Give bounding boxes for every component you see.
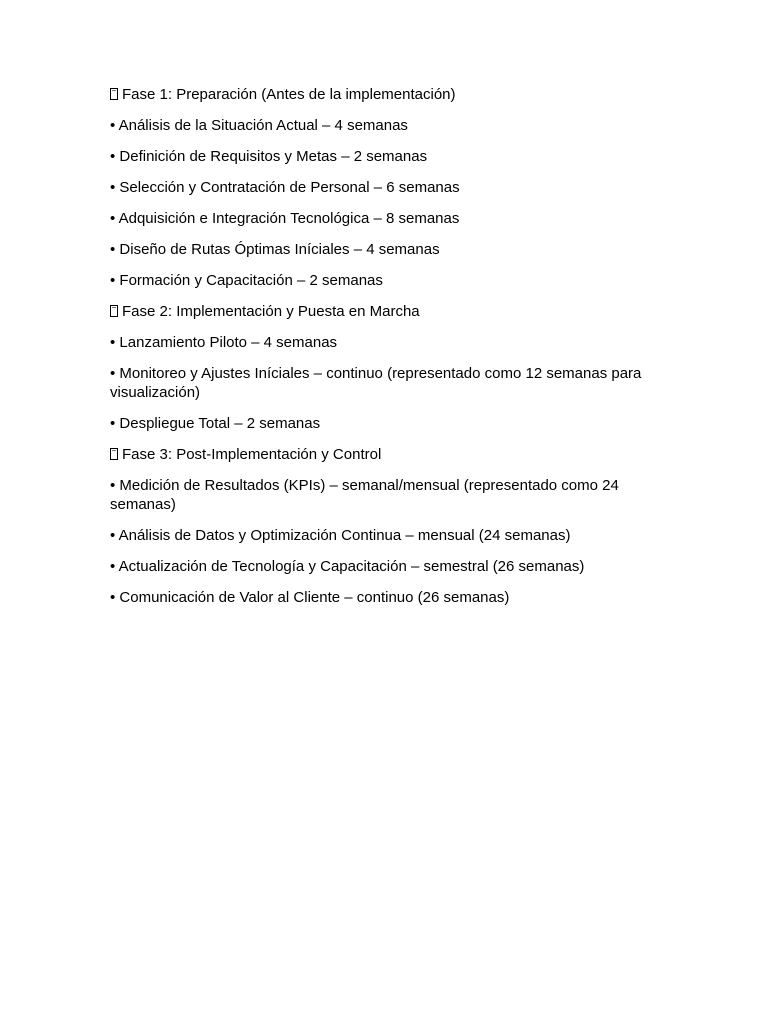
phase-1-heading-text: Fase 1: Preparación (Antes de la implementación) <box>122 86 456 103</box>
missing-glyph-icon <box>110 305 118 317</box>
list-item: • Formación y Capacitación – 2 semanas <box>110 272 383 289</box>
list-item: • Selección y Contratación de Personal – 6 semanas <box>110 179 460 196</box>
phase-3-heading-text: Fase 3: Post-Implementación y Control <box>122 446 382 463</box>
phase-2-heading <box>110 302 650 321</box>
list-item: • Monitoreo y Ajustes Iníciales – continuo (representado como 12 semanas para visualización) <box>110 365 642 401</box>
list-item: • Adquisición e Integración Tecnológica – 8 semanas <box>110 210 460 227</box>
list-item: • Análisis de Datos y Optimización Continua – mensual (24 semanas) <box>110 527 571 544</box>
list-item: • Comunicación de Valor al Cliente – continuo (26 semanas) <box>110 589 510 606</box>
phase-3-heading <box>110 445 650 464</box>
missing-glyph-icon <box>110 88 118 100</box>
missing-glyph-icon <box>110 448 118 460</box>
list-item: • Análisis de la Situación Actual – 4 semanas <box>110 117 408 134</box>
document-body <box>110 85 650 619</box>
phase-1-heading <box>110 85 650 104</box>
phase-2-heading-text: Fase 2: Implementación y Puesta en Marcha <box>122 303 420 320</box>
list-item: • Despliegue Total – 2 semanas <box>110 415 321 432</box>
list-item: • Diseño de Rutas Óptimas Iníciales – 4 semanas <box>110 241 440 258</box>
list-item: • Definición de Requisitos y Metas – 2 semanas <box>110 148 428 165</box>
list-item: • Actualización de Tecnología y Capacitación – semestral (26 semanas) <box>110 558 585 575</box>
list-item: • Lanzamiento Piloto – 4 semanas <box>110 334 338 351</box>
list-item: • Medición de Resultados (KPIs) – semanal/mensual (representado como 24 semanas) <box>110 477 619 513</box>
